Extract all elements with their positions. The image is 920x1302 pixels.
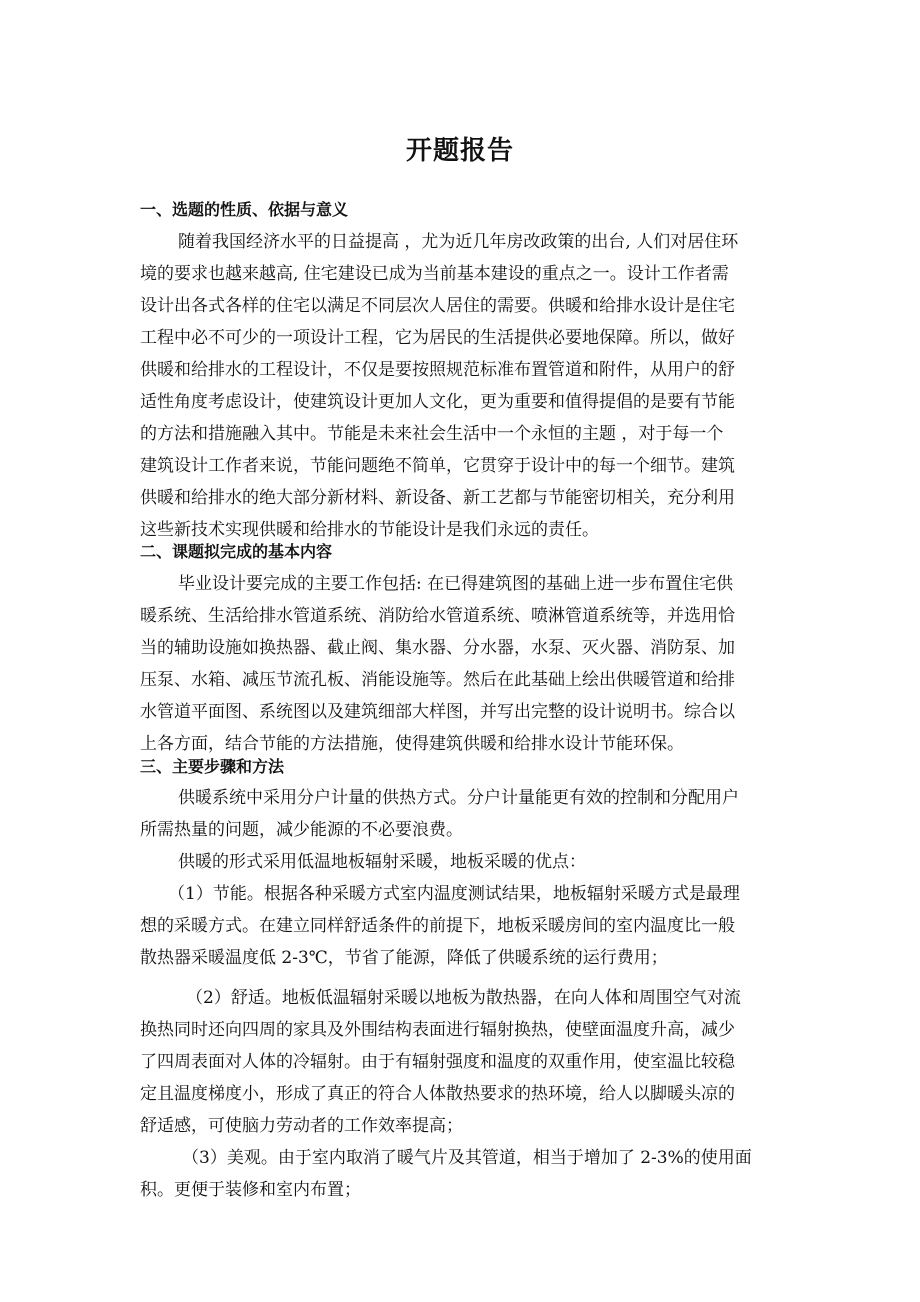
list-item-line: 了四周表面对人体的冷辐射。由于有辐射强度和温度的双重作用，使室温比较稳 [140, 1052, 735, 1072]
section-heading-1: 一、选题的性质、依据与意义 [140, 200, 349, 219]
paragraph-line: 上各方面，结合节能的方法措施，使得建筑供暖和给排水设计节能环保。 [140, 734, 684, 754]
paragraph-line: 的方法和措施融入其中。节能是未来社会生活中一个永恒的主题 ，对于每一个 [140, 424, 724, 444]
section-heading-3: 三、主要步骤和方法 [140, 757, 285, 776]
list-item-line: 换热同时还向四周的家具及外围结构表面进行辐射换热，使壁面温度升高，减少 [140, 1020, 735, 1040]
paragraph-line: 供暖和给排水的绝大部分新材料、新设备、新工艺都与节能密切相关，充分利用 [140, 488, 735, 508]
section-heading-2: 二、课题拟完成的基本内容 [140, 542, 333, 561]
paragraph-line: 供暖的形式采用低温地板辐射采暖，地板采暖的优点： [178, 852, 586, 872]
page-title: 开题报告 [405, 136, 514, 166]
paragraph-line: 供暖和给排水的工程设计，不仅是要按照规范标准布置管道和附件，从用户的舒 [140, 360, 735, 380]
list-item-line: 舒适感，可使脑力劳动者的工作效率提高； [140, 1116, 463, 1136]
paragraph-line: 工程中必不可少的一项设计工程，它为居民的生活提供必要地保障。所以，做好 [140, 328, 735, 348]
paragraph-line: 设计出各式各样的住宅以满足不同层次人居住的需要。供暖和给排水设计是住宅 [140, 296, 735, 316]
list-item-line: 想的采暖方式。在建立同样舒适条件的前提下，地板采暖房间的室内温度比一般 [140, 916, 735, 936]
paragraph-line: 暖系统、生活给排水管道系统、消防给水管道系统、喷淋管道系统等，并选用恰 [140, 606, 735, 626]
list-item-line: 积。更便于装修和室内布置； [140, 1180, 361, 1200]
paragraph-line: 供暖系统中采用分户计量的供热方式。分户计量能更有效的控制和分配用户 [178, 788, 739, 808]
paragraph-line: 随着我国经济水平的日益提高 ，尤为近几年房改政策的出台, 人们对居住环 [178, 232, 739, 252]
paragraph-line: 所需热量的问题，减少能源的不必要浪费。 [140, 820, 463, 840]
paragraph-line: 适性角度考虑设计，使建筑设计更加人文化，更为重要和值得提倡的是要有节能 [140, 392, 735, 412]
list-item-line: （3）美观。由于室内取消了暖气片及其管道，相当于增加了 2-3%的使用面 [182, 1148, 752, 1168]
paragraph-line: 水管道平面图、系统图以及建筑细部大样图，并写出完整的设计说明书。综合以 [140, 702, 735, 722]
paragraph-line: 压泵、水箱、减压节流孔板、消能设施等。然后在此基础上绘出供暖管道和给排 [140, 670, 735, 690]
paragraph-line: 建筑设计工作者来说，节能问题绝不简单，它贯穿于设计中的每一个细节。建筑 [140, 456, 735, 476]
paragraph-line: 毕业设计要完成的主要工作包括: 在已得建筑图的基础上进一步布置住宅供 [178, 574, 734, 594]
paragraph-line: 当的辅助设施如换热器、截止阀、集水器、分水器，水泵、灭火器、消防泵、加 [140, 638, 735, 658]
list-item-line: 散热器采暖温度低 2-3℃，节省了能源，降低了供暖系统的运行费用； [140, 948, 668, 968]
paragraph-line: 境的要求也越来越高, 住宅建设已成为当前基本建设的重点之一。设计工作者需 [140, 264, 729, 284]
paragraph-line: 这些新技术实现供暖和给排水的节能设计是我们永远的责任。 [140, 520, 599, 540]
list-item-line: （2）舒适。地板低温辐射采暖以地板为散热器，在向人体和周围空气对流 [186, 988, 741, 1008]
list-item-line: 定且温度梯度小，形成了真正的符合人体散热要求的热环境，给人以脚暖头凉的 [140, 1084, 735, 1104]
list-item-line: （1）节能。根据各种采暖方式室内温度测试结果，地板辐射采暖方式是最理 [168, 884, 740, 904]
